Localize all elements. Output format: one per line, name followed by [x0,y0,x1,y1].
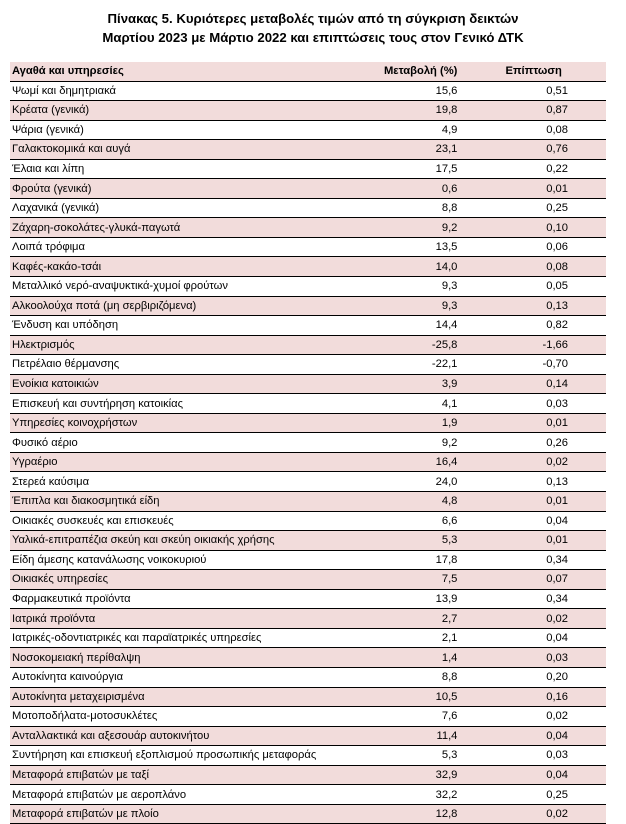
table-row [10,765,606,785]
row-impact: 0,07 [459,570,606,590]
row-change: 2,7 [357,609,460,629]
row-impact: 0,01 [459,531,606,551]
row-impact: 0,34 [459,550,606,570]
table-row [10,648,606,668]
row-item: Λαχανικά (γενικά) [10,198,357,218]
table-row [10,413,606,433]
row-impact: 0,02 [459,609,606,629]
row-impact: 0,02 [459,804,606,824]
row-impact: 0,22 [459,159,606,179]
row-item: Ενοίκια κατοικιών [10,374,357,394]
row-change: 5,3 [357,531,460,551]
row-change: 32,2 [357,785,460,805]
row-change: 2,1 [357,628,460,648]
row-impact: -1,66 [459,335,606,355]
table-row [10,179,606,199]
table-row [10,81,606,101]
table-row [10,101,606,121]
row-change: 1,4 [357,648,460,668]
row-change: 10,5 [357,687,460,707]
row-item: Αυτοκίνητα καινούργια [10,667,357,687]
table-row [10,687,606,707]
row-change: 7,5 [357,570,460,590]
row-change: 9,3 [357,296,460,316]
row-item: Συντήρηση και επισκευή εξοπλισμού προσωπικής μεταφοράς [10,746,357,766]
row-impact: 0,02 [459,452,606,472]
row-change: 15,6 [357,81,460,101]
row-item: Είδη άμεσης κατανάλωσης νοικοκυριού [10,550,357,570]
row-change: -22,1 [357,355,460,375]
price-changes-table [10,62,606,824]
table-row [10,296,606,316]
table-row [10,120,606,140]
table-row [10,355,606,375]
row-change: 24,0 [357,472,460,492]
row-item: Ηλεκτρισμός [10,335,357,355]
row-change: 4,9 [357,120,460,140]
table-row [10,316,606,336]
row-item: Στερεά καύσιμα [10,472,357,492]
row-impact: 0,01 [459,492,606,512]
row-item: Φρούτα (γενικά) [10,179,357,199]
row-change: 9,2 [357,433,460,453]
table-row [10,452,606,472]
row-impact: 0,87 [459,101,606,121]
table-row [10,472,606,492]
row-item: Νοσοκομειακή περίθαλψη [10,648,357,668]
row-impact: 0,04 [459,726,606,746]
row-impact: 0,82 [459,316,606,336]
row-change: 9,2 [357,218,460,238]
table-body [10,81,606,824]
table-row [10,257,606,277]
row-item: Μεταφορά επιβατών με ταξί [10,765,357,785]
row-change: 13,5 [357,237,460,257]
row-item: Οικιακές υπηρεσίες [10,570,357,590]
row-item: Επισκευή και συντήρηση κατοικίας [10,394,357,414]
table-row [10,707,606,727]
row-impact: 0,04 [459,765,606,785]
row-impact: 0,51 [459,81,606,101]
title-line-1: Πίνακας 5. Κυριότερες μεταβολές τιμών από τη σύγκριση δεικτών [107,11,519,26]
row-item: Υγραέριο [10,452,357,472]
table-row [10,394,606,414]
table-row [10,531,606,551]
row-change: 6,6 [357,511,460,531]
row-impact: 0,04 [459,511,606,531]
row-item: Υπηρεσίες κοινοχρήστων [10,413,357,433]
table-row [10,628,606,648]
row-change: 17,8 [357,550,460,570]
row-item: Ένδυση και υπόδηση [10,316,357,336]
row-item: Μεταλλικό νερό-αναψυκτικά-χυμοί φρούτων [10,277,357,297]
table-row [10,492,606,512]
table-row [10,804,606,824]
row-impact: 0,13 [459,472,606,492]
table-row [10,140,606,160]
row-impact: 0,03 [459,648,606,668]
row-item: Φυσικό αέριο [10,433,357,453]
row-item: Μεταφορά επιβατών με πλοίο [10,804,357,824]
table-row [10,277,606,297]
row-item: Έλαια και λίπη [10,159,357,179]
row-item: Έπιπλα και διακοσμητικά είδη [10,492,357,512]
table-row [10,433,606,453]
title-line-2: Μαρτίου 2023 με Μάρτιο 2022 και επιπτώσεις τους στον Γενικό ΔΤΚ [102,30,524,45]
table-row [10,198,606,218]
row-item: Πετρέλαιο θέρμανσης [10,355,357,375]
row-impact: 0,08 [459,120,606,140]
row-impact: 0,34 [459,589,606,609]
row-item: Ιατρικά προϊόντα [10,609,357,629]
row-item: Ανταλλακτικά και αξεσουάρ αυτοκινήτου [10,726,357,746]
row-item: Λοιπά τρόφιμα [10,237,357,257]
table-row [10,726,606,746]
row-change: 4,8 [357,492,460,512]
row-change: 7,6 [357,707,460,727]
row-impact: 0,20 [459,667,606,687]
row-impact: 0,08 [459,257,606,277]
table-title [10,0,616,47]
row-item: Καφές-κακάο-τσάι [10,257,357,277]
row-item: Αυτοκίνητα μεταχειρισμένα [10,687,357,707]
table-row [10,746,606,766]
table-row [10,237,606,257]
row-change: 1,9 [357,413,460,433]
row-item: Ζάχαρη-σοκολάτες-γλυκά-παγωτά [10,218,357,238]
row-item: Οικιακές συσκευές και επισκευές [10,511,357,531]
row-change: 3,9 [357,374,460,394]
row-change: 8,8 [357,667,460,687]
row-item: Γαλακτοκομικά και αυγά [10,140,357,160]
row-impact: 0,10 [459,218,606,238]
row-item: Κρέατα (γενικά) [10,101,357,121]
row-item: Ιατρικές-οδοντιατρικές και παραϊατρικές υπηρεσίες [10,628,357,648]
header-item: Αγαθά και υπηρεσίες [10,62,357,81]
header-change: Μεταβολή (%) [357,62,460,81]
table-row [10,667,606,687]
table-header-row [10,62,606,81]
row-impact: 0,76 [459,140,606,160]
row-impact: 0,03 [459,746,606,766]
row-change: 8,8 [357,198,460,218]
row-item: Ψωμί και δημητριακά [10,81,357,101]
row-impact: 0,16 [459,687,606,707]
row-change: 11,4 [357,726,460,746]
row-impact: 0,01 [459,179,606,199]
row-change: 0,6 [357,179,460,199]
table-row [10,374,606,394]
row-item: Υαλικά-επιτραπέζια σκεύη και σκεύη οικιακής χρήσης [10,531,357,551]
row-change: 9,3 [357,277,460,297]
row-impact: 0,04 [459,628,606,648]
row-impact: 0,02 [459,707,606,727]
table-row [10,218,606,238]
row-impact: 0,05 [459,277,606,297]
row-change: 4,1 [357,394,460,414]
table-row [10,609,606,629]
row-item: Μοτοποδήλατα-μοτοσυκλέτες [10,707,357,727]
row-impact: 0,14 [459,374,606,394]
row-impact: -0,70 [459,355,606,375]
row-change: 12,8 [357,804,460,824]
row-impact: 0,25 [459,198,606,218]
row-impact: 0,06 [459,237,606,257]
row-item: Μεταφορά επιβατών με αεροπλάνο [10,785,357,805]
row-change: 19,8 [357,101,460,121]
row-change: 17,5 [357,159,460,179]
table-row [10,570,606,590]
row-impact: 0,25 [459,785,606,805]
table-row [10,550,606,570]
row-item: Αλκοολούχα ποτά (μη σερβιριζόμενα) [10,296,357,316]
table-row [10,785,606,805]
row-item: Φαρμακευτικά προϊόντα [10,589,357,609]
table-row [10,589,606,609]
row-change: 32,9 [357,765,460,785]
row-impact: 0,01 [459,413,606,433]
row-change: 13,9 [357,589,460,609]
row-change: 5,3 [357,746,460,766]
row-change: 14,0 [357,257,460,277]
table-row [10,159,606,179]
table-row [10,511,606,531]
row-change: -25,8 [357,335,460,355]
table-row [10,335,606,355]
row-impact: 0,13 [459,296,606,316]
row-impact: 0,26 [459,433,606,453]
row-change: 23,1 [357,140,460,160]
row-item: Ψάρια (γενικά) [10,120,357,140]
header-impact: Επίπτωση [459,62,606,81]
row-change: 14,4 [357,316,460,336]
row-change: 16,4 [357,452,460,472]
row-impact: 0,03 [459,394,606,414]
